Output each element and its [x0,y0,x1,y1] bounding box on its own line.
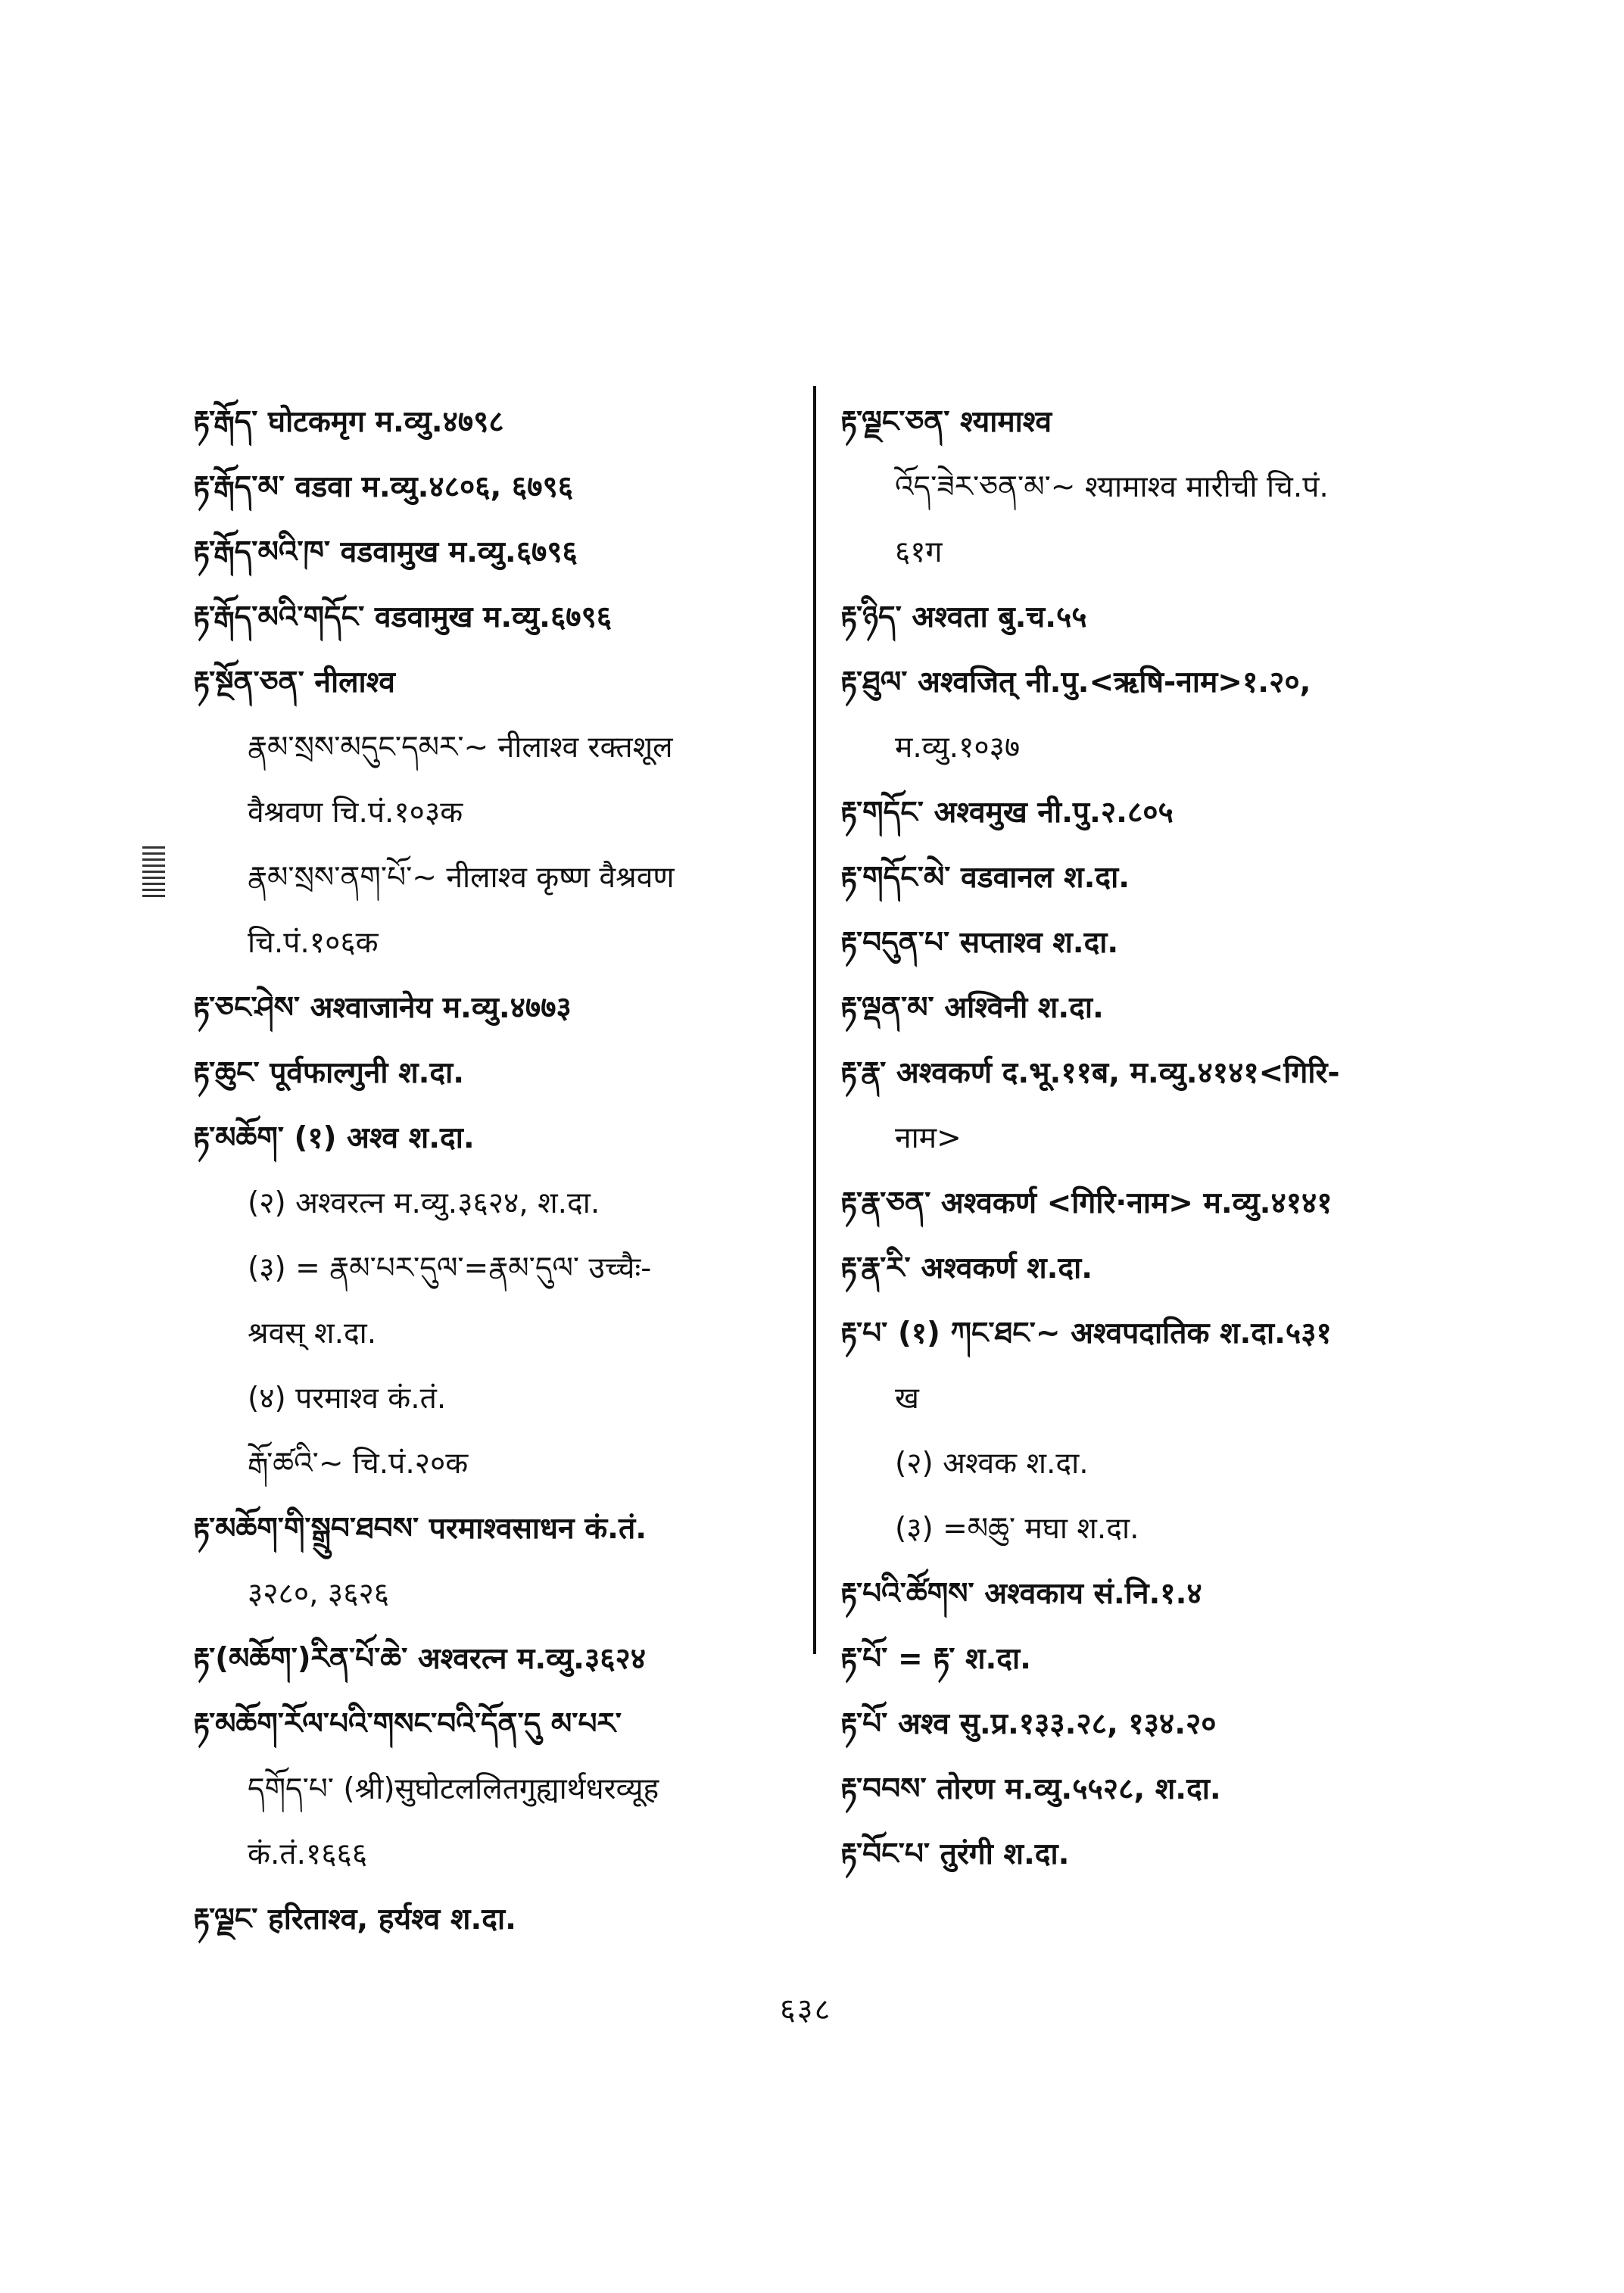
dictionary-entry: རྟ་སྔོན་ཅན་ नीलाश्व [193,665,395,699]
dictionary-entry: རྟ་གདོང་ अश्वमुख नी.पु.२.८०५ [840,796,1174,830]
dictionary-entry: རྟ་གདོང་མེ་ वडवानल श.दा. [840,861,1130,895]
entry-continuation: श्रवस् श.दा. [248,1316,377,1351]
entry-continuation: རྣམ་སྲས་མདུང་དམར་~ नीलाश्व रक्तशूल [248,731,673,765]
dictionary-entry: རྟ་པོ་ = རྟ་ श.दा. [840,1642,1031,1676]
dictionary-entry: རྟ་བོང་པ་ तुरंगी श.दा. [840,1837,1070,1871]
dictionary-entry: རྟ་པའི་ཚོགས་ अश्वकाय सं.नि.१.४ [840,1577,1202,1611]
dictionary-entry: རྟ་མཆོག་རོལ་པའི་གསང་བའི་དོན་དུ མ་པར་ [193,1707,622,1741]
dictionary-entry: རྟ་བདུན་པ་ सप्ताश्व श.दा. [840,926,1119,960]
entry-continuation: རྒོ་ཚའི་~ चि.पं.२०क [248,1447,469,1481]
margin-tick-marks [142,846,165,899]
entry-continuation: म.व्यु.१०३७ [895,731,1021,765]
dictionary-entry: རྟ་ཆུང་ पूर्वफाल्गुनी श.दा. [193,1056,465,1090]
dictionary-entry: རྟ་ལྗང་ हरिताश्व, हर्यश्व श.दा. [193,1902,516,1936]
dictionary-entry: རྟ་མཆོག་ (१) अश्व श.दा. [193,1121,475,1155]
dictionary-entry: རྟ་རྒོད་མའི་གདོང་ वडवामुख म.व्यु.६७९६ [193,600,613,634]
entry-continuation: (४) परमाश्व कं.तं. [248,1382,447,1416]
entry-continuation: ६१ग [895,535,943,569]
dictionary-entry: རྟ་རྒོད་ घोटकमृग म.व्यु.४७९८ [193,405,504,439]
entry-continuation: वैश्रवण चि.पं.१०३क [248,796,463,830]
dictionary-entry: རྟ་(མཆོག་)རིན་པོ་ཆེ་ अश्वरत्न म.व्यु.३६२४ [193,1642,647,1676]
dictionary-entry: རྟ་ལྗང་ཅན་ श्यामाश्व [840,405,1052,439]
dictionary-entry: རྟ་པོ་ अश्व सु.प्र.१३३.२८, १३४.२० [840,1707,1217,1741]
entry-continuation: (२) अश्वरत्न म.व्यु.३६२४, श.दा. [248,1186,600,1220]
dictionary-entry: རྟ་ཐུལ་ अश्वजित् नी.पु.<ऋषि-नाम>१.२०, [840,665,1311,699]
entry-continuation: འོད་ཟེར་ཅན་མ་~ श्यामाश्व मारीची चि.पं. [895,470,1329,504]
entry-continuation: ३२८०, ३६२६ [248,1577,390,1611]
right-column [840,390,1446,1887]
dictionary-entry: རྟ་རྣ་ཅན་ अश्वकर्ण <गिरि·नाम> म.व्यु.४१४१ [840,1186,1333,1220]
entry-continuation: चि.पं.१०६क [248,926,379,960]
left-column [193,390,799,1952]
dictionary-entry: རྟ་མཆོག་གི་སྒྲུབ་ཐབས་ परमाश्वसाधन कं.तं. [193,1512,647,1546]
dictionary-entry: རྟ་རྣ་རི་ अश्वकर्ण श.दा. [840,1251,1093,1285]
entry-continuation: (२) अश्वक श.दा. [895,1447,1089,1481]
entry-continuation: དགོད་པ་ (श्री)सुघोटललितगुह्यार्थधरव्यूह [248,1772,659,1806]
entry-continuation: (३) = རྣམ་པར་དུལ་=རྣམ་དུལ་ उच्चैः- [248,1251,652,1285]
dictionary-entry: རྟ་ལྡན་མ་ अश्विनी श.दा. [840,991,1104,1025]
page-number: ६३८ [780,1992,832,2027]
column-divider [813,386,816,1654]
entry-continuation: (३) =མཆུ་ मघा श.दा. [895,1512,1139,1546]
entry-continuation: རྣམ་སྲས་ནག་པོ་~ नीलाश्व कृष्ण वैश्रवण [248,861,675,895]
dictionary-entry: རྟ་ཉིད་ अश्वता बु.च.५५ [840,600,1087,634]
dictionary-entry: རྟ་རྣ་ अश्वकर्ण द.भू.११ब, म.व्यु.४१४१<गिरि- [840,1056,1340,1090]
dictionary-entry: རྟ་རྒོད་མའི་ཁ་ वडवामुख म.व्यु.६७९६ [193,535,578,569]
entry-continuation: नाम> [895,1121,962,1155]
dictionary-entry: རྟ་རྒོད་མ་ वडवा म.व्यु.४८०६, ६७९६ [193,470,574,504]
dictionary-entry: རྟ་པ་ (१) ཀང་ཐང་~ अश्वपदातिक श.दा.५३१ [840,1316,1332,1351]
dictionary-entry: རྟ་བབས་ तोरण म.व्यु.५५२८, श.दा. [840,1772,1221,1806]
entry-continuation: ख [895,1382,919,1416]
entry-continuation: कं.तं.१६६६ [248,1837,368,1871]
dictionary-entry: རྟ་ཅང་ཤེས་ अश्वाजानेय म.व्यु.४७७३ [193,991,572,1025]
